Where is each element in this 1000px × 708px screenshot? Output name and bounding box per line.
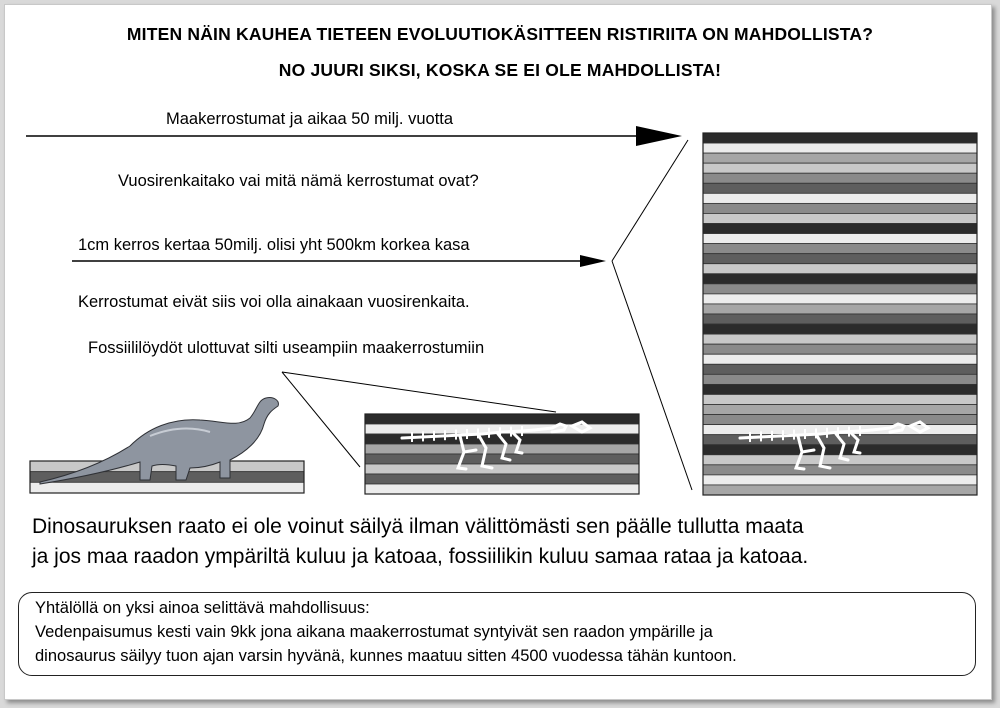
box-line-2: Vedenpaisumus kesti vain 9kk jona aikana maakerrostumat syntyivät sen raadon ympärille ja	[35, 623, 713, 641]
stratum-layer	[703, 374, 977, 384]
explanation-box	[18, 592, 976, 676]
stratum-layer	[30, 482, 304, 493]
stratum-layer	[703, 294, 977, 304]
skeleton-bone	[464, 450, 476, 452]
label-conclusion: Kerrostumat eivät siis voi olla ainakaan vuosirenkaita.	[78, 293, 470, 311]
stratum-layer	[703, 254, 977, 264]
box-line-3: dinosaurus säilyy tuon ajan varsin hyvänä, kunnes maatuu sitten 4500 vuodessa tähän kuntoon.	[35, 647, 737, 665]
stratum-layer	[703, 274, 977, 284]
stratum-layer	[703, 284, 977, 294]
skeleton-bone	[802, 450, 814, 452]
stratum-layer	[703, 173, 977, 183]
label-arrow-middle: 1cm kerros kertaa 50milj. olisi yht 500km korkea kasa	[78, 236, 470, 254]
paragraph-line-2: ja jos maa raadon ympäriltä kuluu ja katoaa, fossiilikin kuluu samaa rataa ja katoaa.	[32, 545, 809, 568]
stratum-layer	[703, 485, 977, 495]
stratum-layer	[703, 183, 977, 193]
stratum-layer	[703, 163, 977, 173]
paragraph-line-1: Dinosauruksen raato ei ole voinut säilyä ilman välittömästi sen päälle tullutta maata	[32, 515, 804, 538]
stratum-layer	[703, 193, 977, 203]
stratum-layer	[703, 475, 977, 485]
stratum-layer	[703, 143, 977, 153]
stratum-layer	[703, 324, 977, 334]
stratum-layer	[703, 203, 977, 213]
stratum-layer	[703, 224, 977, 234]
stratum-layer	[703, 314, 977, 324]
stratum-layer	[703, 133, 977, 143]
page-title-line-1: MITEN NÄIN KAUHEA TIETEEN EVOLUUTIOKÄSITTEEN RISTIRIITA ON MAHDOLLISTA?	[126, 24, 874, 44]
stratum-layer	[365, 474, 639, 484]
stratum-layer	[703, 415, 977, 425]
arrow-middle	[72, 255, 606, 267]
stratum-layer	[703, 244, 977, 254]
label-question: Vuosirenkaitako vai mitä nämä kerrostumat ovat?	[118, 172, 479, 190]
stratum-layer	[703, 304, 977, 314]
stratum-layer	[365, 484, 639, 494]
label-fossils: Fossiililöydöt ulottuvat silti useampiin maakerrostumiin	[88, 339, 485, 357]
stratum-layer	[365, 444, 639, 454]
stratum-layer	[703, 465, 977, 475]
label-arrow-top: Maakerrostumat ja aikaa 50 milj. vuotta	[166, 110, 454, 128]
stratum-layer	[703, 234, 977, 244]
stratum-layer	[365, 464, 639, 474]
stratum-layer	[703, 354, 977, 364]
stratum-layer	[703, 153, 977, 163]
stratum-layer	[703, 264, 977, 274]
page-title-line-2: NO JUURI SIKSI, KOSKA SE EI OLE MAHDOLLISTA!	[278, 60, 722, 80]
stratum-layer	[365, 414, 639, 424]
stratum-layer	[703, 384, 977, 394]
stratum-layer	[703, 334, 977, 344]
stratum-layer	[703, 405, 977, 415]
stratum-layer	[703, 344, 977, 354]
arrow-top	[26, 126, 682, 146]
stratum-layer	[703, 364, 977, 374]
stratum-layer	[703, 213, 977, 223]
box-line-1: Yhtälöllä on yksi ainoa selittävä mahdollisuus:	[35, 599, 370, 617]
stratum-layer	[703, 394, 977, 404]
